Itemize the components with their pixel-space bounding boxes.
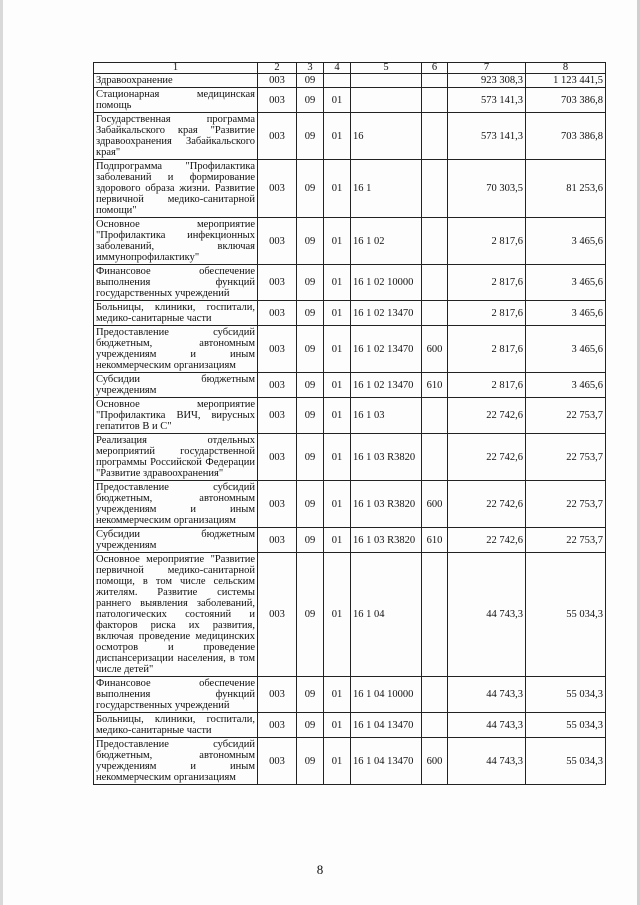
amount-year1-cell: 70 303,5: [448, 160, 526, 218]
target-article-cell: 16 1 04 13470: [351, 738, 422, 785]
subsection-code-cell: 01: [324, 434, 351, 481]
section-code-cell: 09: [297, 738, 324, 785]
section-code-cell: 09: [297, 373, 324, 398]
amount-year1-cell: 2 817,6: [448, 326, 526, 373]
row-name-cell: Реализация отдельных мероприятий государственной программы Российской Федерации "Развитие здравоохранения": [94, 434, 258, 481]
section-code-cell: 09: [297, 88, 324, 113]
table-row: [94, 113, 606, 160]
expense-type-cell: 610: [422, 373, 448, 398]
row-name-cell: Предоставление субсидий бюджетным, автономным учреждениям и иным некоммерческим организациям: [94, 738, 258, 785]
row-name-cell: Финансовое обеспечение выполнения функций государственных учреждений: [94, 677, 258, 713]
subsection-code-cell: 01: [324, 373, 351, 398]
section-code-cell: 09: [297, 113, 324, 160]
column-header: 3: [297, 63, 324, 74]
expense-type-cell: [422, 713, 448, 738]
table-row: [94, 218, 606, 265]
amount-year1-cell: 2 817,6: [448, 373, 526, 398]
row-name-cell: Больницы, клиники, госпитали, медико-санитарные части: [94, 301, 258, 326]
row-name-cell: Стационарная медицинская помощь: [94, 88, 258, 113]
amount-year1-cell: 573 141,3: [448, 88, 526, 113]
subsection-code-cell: 01: [324, 398, 351, 434]
column-header: 1: [94, 63, 258, 74]
admin-code-cell: 003: [258, 301, 297, 326]
admin-code-cell: 003: [258, 74, 297, 88]
target-article-cell: 16 1 04 13470: [351, 713, 422, 738]
column-header: 7: [448, 63, 526, 74]
admin-code-cell: 003: [258, 113, 297, 160]
section-code-cell: 09: [297, 265, 324, 301]
table-row: [94, 738, 606, 785]
admin-code-cell: 003: [258, 373, 297, 398]
row-name-cell: Подпрограмма "Профилактика заболеваний и формирование здорового образа жизни. Развитие первичной медико-санитарной помощи": [94, 160, 258, 218]
section-code-cell: 09: [297, 218, 324, 265]
expense-type-cell: [422, 265, 448, 301]
amount-year1-cell: 44 743,3: [448, 738, 526, 785]
target-article-cell: 16 1 02 10000: [351, 265, 422, 301]
admin-code-cell: 003: [258, 326, 297, 373]
row-name-cell: Предоставление субсидий бюджетным, автономным учреждениям и иным некоммерческим организациям: [94, 326, 258, 373]
amount-year2-cell: 55 034,3: [526, 738, 606, 785]
section-code-cell: 09: [297, 528, 324, 553]
table-row: [94, 434, 606, 481]
amount-year2-cell: 3 465,6: [526, 373, 606, 398]
target-article-cell: 16 1 02 13470: [351, 301, 422, 326]
row-name-cell: Субсидии бюджетным учреждениям: [94, 373, 258, 398]
page-number: 8: [316, 862, 324, 877]
column-header: 6: [422, 63, 448, 74]
section-code-cell: 09: [297, 481, 324, 528]
admin-code-cell: 003: [258, 528, 297, 553]
expense-type-cell: [422, 677, 448, 713]
column-header: 2: [258, 63, 297, 74]
row-name-cell: Основное мероприятие "Развитие первичной медико-санитарной помощи, в том числе сельским жителям. Развитие системы раннего выявления заболеваний, патологических состояний и факторов риска их развития, включая проведение медицинских осмотров и проведение диспансеризации населения, в том числе детей": [94, 553, 258, 677]
amount-year1-cell: 44 743,3: [448, 677, 526, 713]
admin-code-cell: 003: [258, 738, 297, 785]
admin-code-cell: 003: [258, 481, 297, 528]
amount-year1-cell: 2 817,6: [448, 265, 526, 301]
subsection-code-cell: 01: [324, 713, 351, 738]
amount-year1-cell: 2 817,6: [448, 301, 526, 326]
subsection-code-cell: 01: [324, 481, 351, 528]
amount-year2-cell: 22 753,7: [526, 481, 606, 528]
expense-type-cell: [422, 160, 448, 218]
subsection-code-cell: 01: [324, 160, 351, 218]
target-article-cell: 16 1 03 R3820: [351, 528, 422, 553]
table-row: [94, 160, 606, 218]
amount-year1-cell: 2 817,6: [448, 218, 526, 265]
amount-year2-cell: 3 465,6: [526, 301, 606, 326]
subsection-code-cell: 01: [324, 301, 351, 326]
row-name-cell: Финансовое обеспечение выполнения функций государственных учреждений: [94, 265, 258, 301]
admin-code-cell: 003: [258, 265, 297, 301]
table-row: [94, 677, 606, 713]
target-article-cell: 16 1 03 R3820: [351, 481, 422, 528]
amount-year2-cell: 3 465,6: [526, 265, 606, 301]
amount-year2-cell: 55 034,3: [526, 553, 606, 677]
target-article-cell: 16: [351, 113, 422, 160]
table-row: [94, 481, 606, 528]
subsection-code-cell: 01: [324, 738, 351, 785]
table-row: [94, 74, 606, 88]
admin-code-cell: 003: [258, 218, 297, 265]
target-article-cell: 16 1 03: [351, 398, 422, 434]
expense-type-cell: [422, 553, 448, 677]
amount-year2-cell: 3 465,6: [526, 218, 606, 265]
subsection-code-cell: 01: [324, 113, 351, 160]
section-code-cell: 09: [297, 301, 324, 326]
row-name-cell: Субсидии бюджетным учреждениям: [94, 528, 258, 553]
amount-year2-cell: 22 753,7: [526, 398, 606, 434]
target-article-cell: 16 1 02 13470: [351, 373, 422, 398]
scan-edge-left: [0, 0, 3, 905]
budget-table-body: [94, 63, 606, 785]
target-article-cell: 16 1: [351, 160, 422, 218]
amount-year2-cell: 81 253,6: [526, 160, 606, 218]
expense-type-cell: 600: [422, 738, 448, 785]
section-code-cell: 09: [297, 326, 324, 373]
amount-year1-cell: 44 743,3: [448, 553, 526, 677]
subsection-code-cell: 01: [324, 326, 351, 373]
table-row: [94, 265, 606, 301]
admin-code-cell: 003: [258, 398, 297, 434]
admin-code-cell: 003: [258, 160, 297, 218]
amount-year1-cell: 22 742,6: [448, 434, 526, 481]
amount-year2-cell: 703 386,8: [526, 88, 606, 113]
section-code-cell: 09: [297, 74, 324, 88]
subsection-code-cell: 01: [324, 265, 351, 301]
section-code-cell: 09: [297, 398, 324, 434]
amount-year2-cell: 703 386,8: [526, 113, 606, 160]
table-row: [94, 528, 606, 553]
table-row: [94, 301, 606, 326]
expense-type-cell: [422, 113, 448, 160]
expense-type-cell: 600: [422, 326, 448, 373]
amount-year1-cell: 44 743,3: [448, 713, 526, 738]
row-name-cell: Основное мероприятие "Профилактика инфекционных заболеваний, включая иммунопрофилактику": [94, 218, 258, 265]
admin-code-cell: 003: [258, 713, 297, 738]
expense-type-cell: [422, 434, 448, 481]
table-row: [94, 373, 606, 398]
target-article-cell: [351, 74, 422, 88]
section-code-cell: 09: [297, 160, 324, 218]
amount-year2-cell: 55 034,3: [526, 677, 606, 713]
table-row: [94, 713, 606, 738]
expense-type-cell: 600: [422, 481, 448, 528]
admin-code-cell: 003: [258, 88, 297, 113]
section-code-cell: 09: [297, 677, 324, 713]
amount-year1-cell: 22 742,6: [448, 398, 526, 434]
expense-type-cell: [422, 301, 448, 326]
amount-year1-cell: 22 742,6: [448, 481, 526, 528]
row-name-cell: Государственная программа Забайкальского края "Развитие здравоохранения Забайкальского края": [94, 113, 258, 160]
target-article-cell: [351, 88, 422, 113]
row-name-cell: Предоставление субсидий бюджетным, автономным учреждениям и иным некоммерческим организациям: [94, 481, 258, 528]
expense-type-cell: [422, 218, 448, 265]
row-name-cell: Больницы, клиники, госпитали, медико-санитарные части: [94, 713, 258, 738]
budget-table: [93, 62, 606, 785]
table-header-row: [94, 63, 606, 74]
subsection-code-cell: 01: [324, 88, 351, 113]
section-code-cell: 09: [297, 553, 324, 677]
amount-year2-cell: 3 465,6: [526, 326, 606, 373]
column-header: 4: [324, 63, 351, 74]
subsection-code-cell: 01: [324, 218, 351, 265]
table-row: [94, 553, 606, 677]
amount-year1-cell: 22 742,6: [448, 528, 526, 553]
amount-year1-cell: 573 141,3: [448, 113, 526, 160]
table-row: [94, 398, 606, 434]
amount-year2-cell: 55 034,3: [526, 713, 606, 738]
table-row: [94, 326, 606, 373]
amount-year2-cell: 1 123 441,5: [526, 74, 606, 88]
admin-code-cell: 003: [258, 553, 297, 677]
admin-code-cell: 003: [258, 677, 297, 713]
target-article-cell: 16 1 02: [351, 218, 422, 265]
amount-year2-cell: 22 753,7: [526, 528, 606, 553]
admin-code-cell: 003: [258, 434, 297, 481]
target-article-cell: 16 1 03 R3820: [351, 434, 422, 481]
expense-type-cell: [422, 398, 448, 434]
row-name-cell: Основное мероприятие "Профилактика ВИЧ, вирусных гепатитов В и С": [94, 398, 258, 434]
target-article-cell: 16 1 02 13470: [351, 326, 422, 373]
amount-year1-cell: 923 308,3: [448, 74, 526, 88]
section-code-cell: 09: [297, 713, 324, 738]
column-header: 5: [351, 63, 422, 74]
subsection-code-cell: 01: [324, 528, 351, 553]
row-name-cell: Здравоохранение: [94, 74, 258, 88]
target-article-cell: 16 1 04 10000: [351, 677, 422, 713]
target-article-cell: 16 1 04: [351, 553, 422, 677]
subsection-code-cell: 01: [324, 677, 351, 713]
amount-year2-cell: 22 753,7: [526, 434, 606, 481]
expense-type-cell: [422, 88, 448, 113]
section-code-cell: 09: [297, 434, 324, 481]
expense-type-cell: 610: [422, 528, 448, 553]
expense-type-cell: [422, 74, 448, 88]
table-row: [94, 88, 606, 113]
subsection-code-cell: 01: [324, 553, 351, 677]
subsection-code-cell: [324, 74, 351, 88]
column-header: 8: [526, 63, 606, 74]
